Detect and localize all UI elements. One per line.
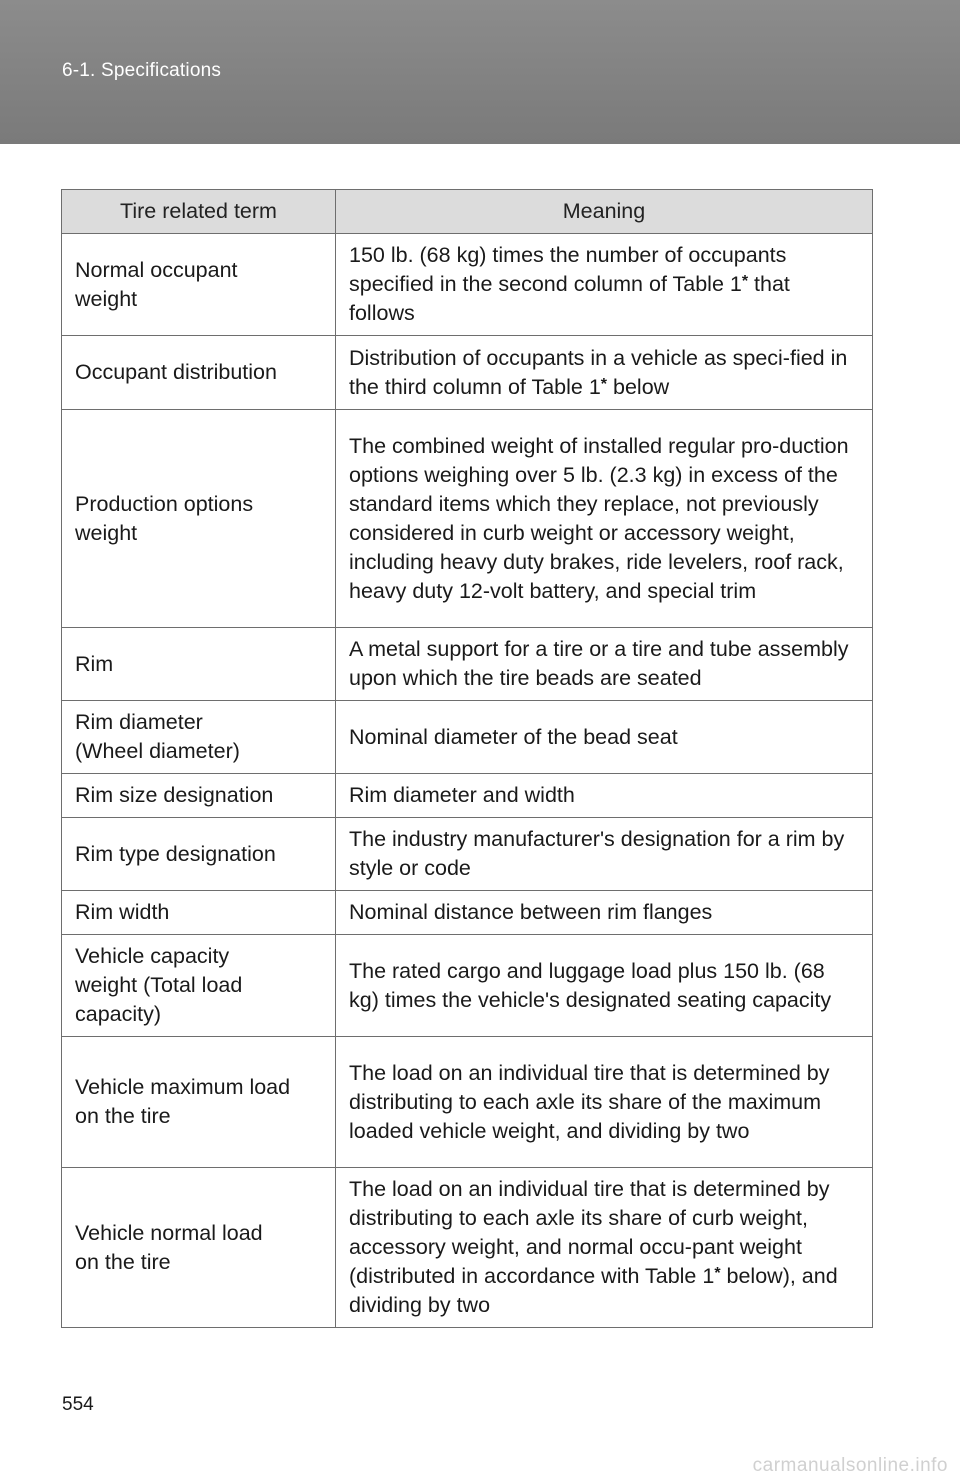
term-cell: Production options weight (62, 410, 336, 628)
meaning-text: The load on an individual tire that is determined by distributing to each axle its share of curb weight, accessory weight, and normal occu-pant weight (distributed in accordance with Table 1 (349, 1177, 830, 1288)
term-cell: Occupant distribution (62, 336, 336, 410)
section-title: 6-1. Specifications (62, 60, 222, 81)
term-cell: Rim type designation (62, 818, 336, 891)
term-cell: Rim size designation (62, 774, 336, 818)
table-row (62, 1037, 873, 1168)
meaning-cell (336, 234, 873, 336)
asterisk-mark: * (600, 375, 608, 393)
table-row (62, 774, 873, 818)
term-cell: Vehicle capacity weight (Total load capacity) (62, 935, 336, 1037)
term-cell: Normal occupant weight (62, 234, 336, 336)
header-band (0, 0, 960, 144)
meaning-cell (336, 336, 873, 410)
meaning-cell: Rim diameter and width (336, 774, 873, 818)
term-cell: Vehicle normal load on the tire (62, 1168, 336, 1328)
meaning-text: below (607, 374, 670, 399)
meaning-cell: Nominal diameter of the bead seat (336, 701, 873, 774)
term-cell: Rim diameter (Wheel diameter) (62, 701, 336, 774)
meaning-text: that follows (349, 272, 790, 325)
meaning-cell: The load on an individual tire that is determined by distributing to each axle its share of the maximum loaded vehicle weight, and dividing by two (336, 1037, 873, 1168)
table-header-row (62, 190, 873, 234)
table-row (62, 891, 873, 935)
meaning-text: below), and dividing by two (349, 1264, 838, 1317)
column-header-term: Tire related term (62, 190, 336, 234)
asterisk-mark: * (741, 273, 749, 290)
table-row (62, 410, 873, 628)
table-row (62, 818, 873, 891)
term-cell: Rim width (62, 891, 336, 935)
table-row (62, 336, 873, 410)
meaning-cell: The industry manufacturer's designation for a rim by style or code (336, 818, 873, 891)
meaning-cell (336, 1168, 873, 1328)
meaning-cell: Nominal distance between rim flanges (336, 891, 873, 935)
page-number: 554 (62, 1394, 94, 1415)
term-cell: Vehicle maximum load on the tire (62, 1037, 336, 1168)
meaning-cell: A metal support for a tire or a tire and tube assembly upon which the tire beads are seated (336, 628, 873, 701)
watermark: carmanualsonline.info (752, 1455, 948, 1476)
tire-terms-table (61, 189, 873, 1328)
table-row (62, 234, 873, 336)
term-cell: Rim (62, 628, 336, 701)
meaning-cell: The combined weight of installed regular pro-duction options weighing over 5 lb. (2.3 kg) in excess of the standard items which they replace, not previously considered in curb weight or accessory weight, including heavy duty brakes, ride levelers, roof rack, heavy duty 12-volt battery, and special trim (336, 410, 873, 628)
column-header-meaning: Meaning (336, 190, 873, 234)
asterisk-mark: * (714, 1265, 721, 1282)
meaning-cell: The rated cargo and luggage load plus 150 lb. (68 kg) times the vehicle's designated seating capacity (336, 935, 873, 1037)
meaning-text: 150 lb. (68 kg) times the number of occupants specified in the second column of Table 1 (349, 243, 787, 296)
table-row (62, 935, 873, 1037)
table-row (62, 701, 873, 774)
table-row (62, 628, 873, 701)
table-row (62, 1168, 873, 1328)
meaning-text: Distribution of occupants in a vehicle as speci-fied in the third column of Table 1 (349, 345, 848, 399)
